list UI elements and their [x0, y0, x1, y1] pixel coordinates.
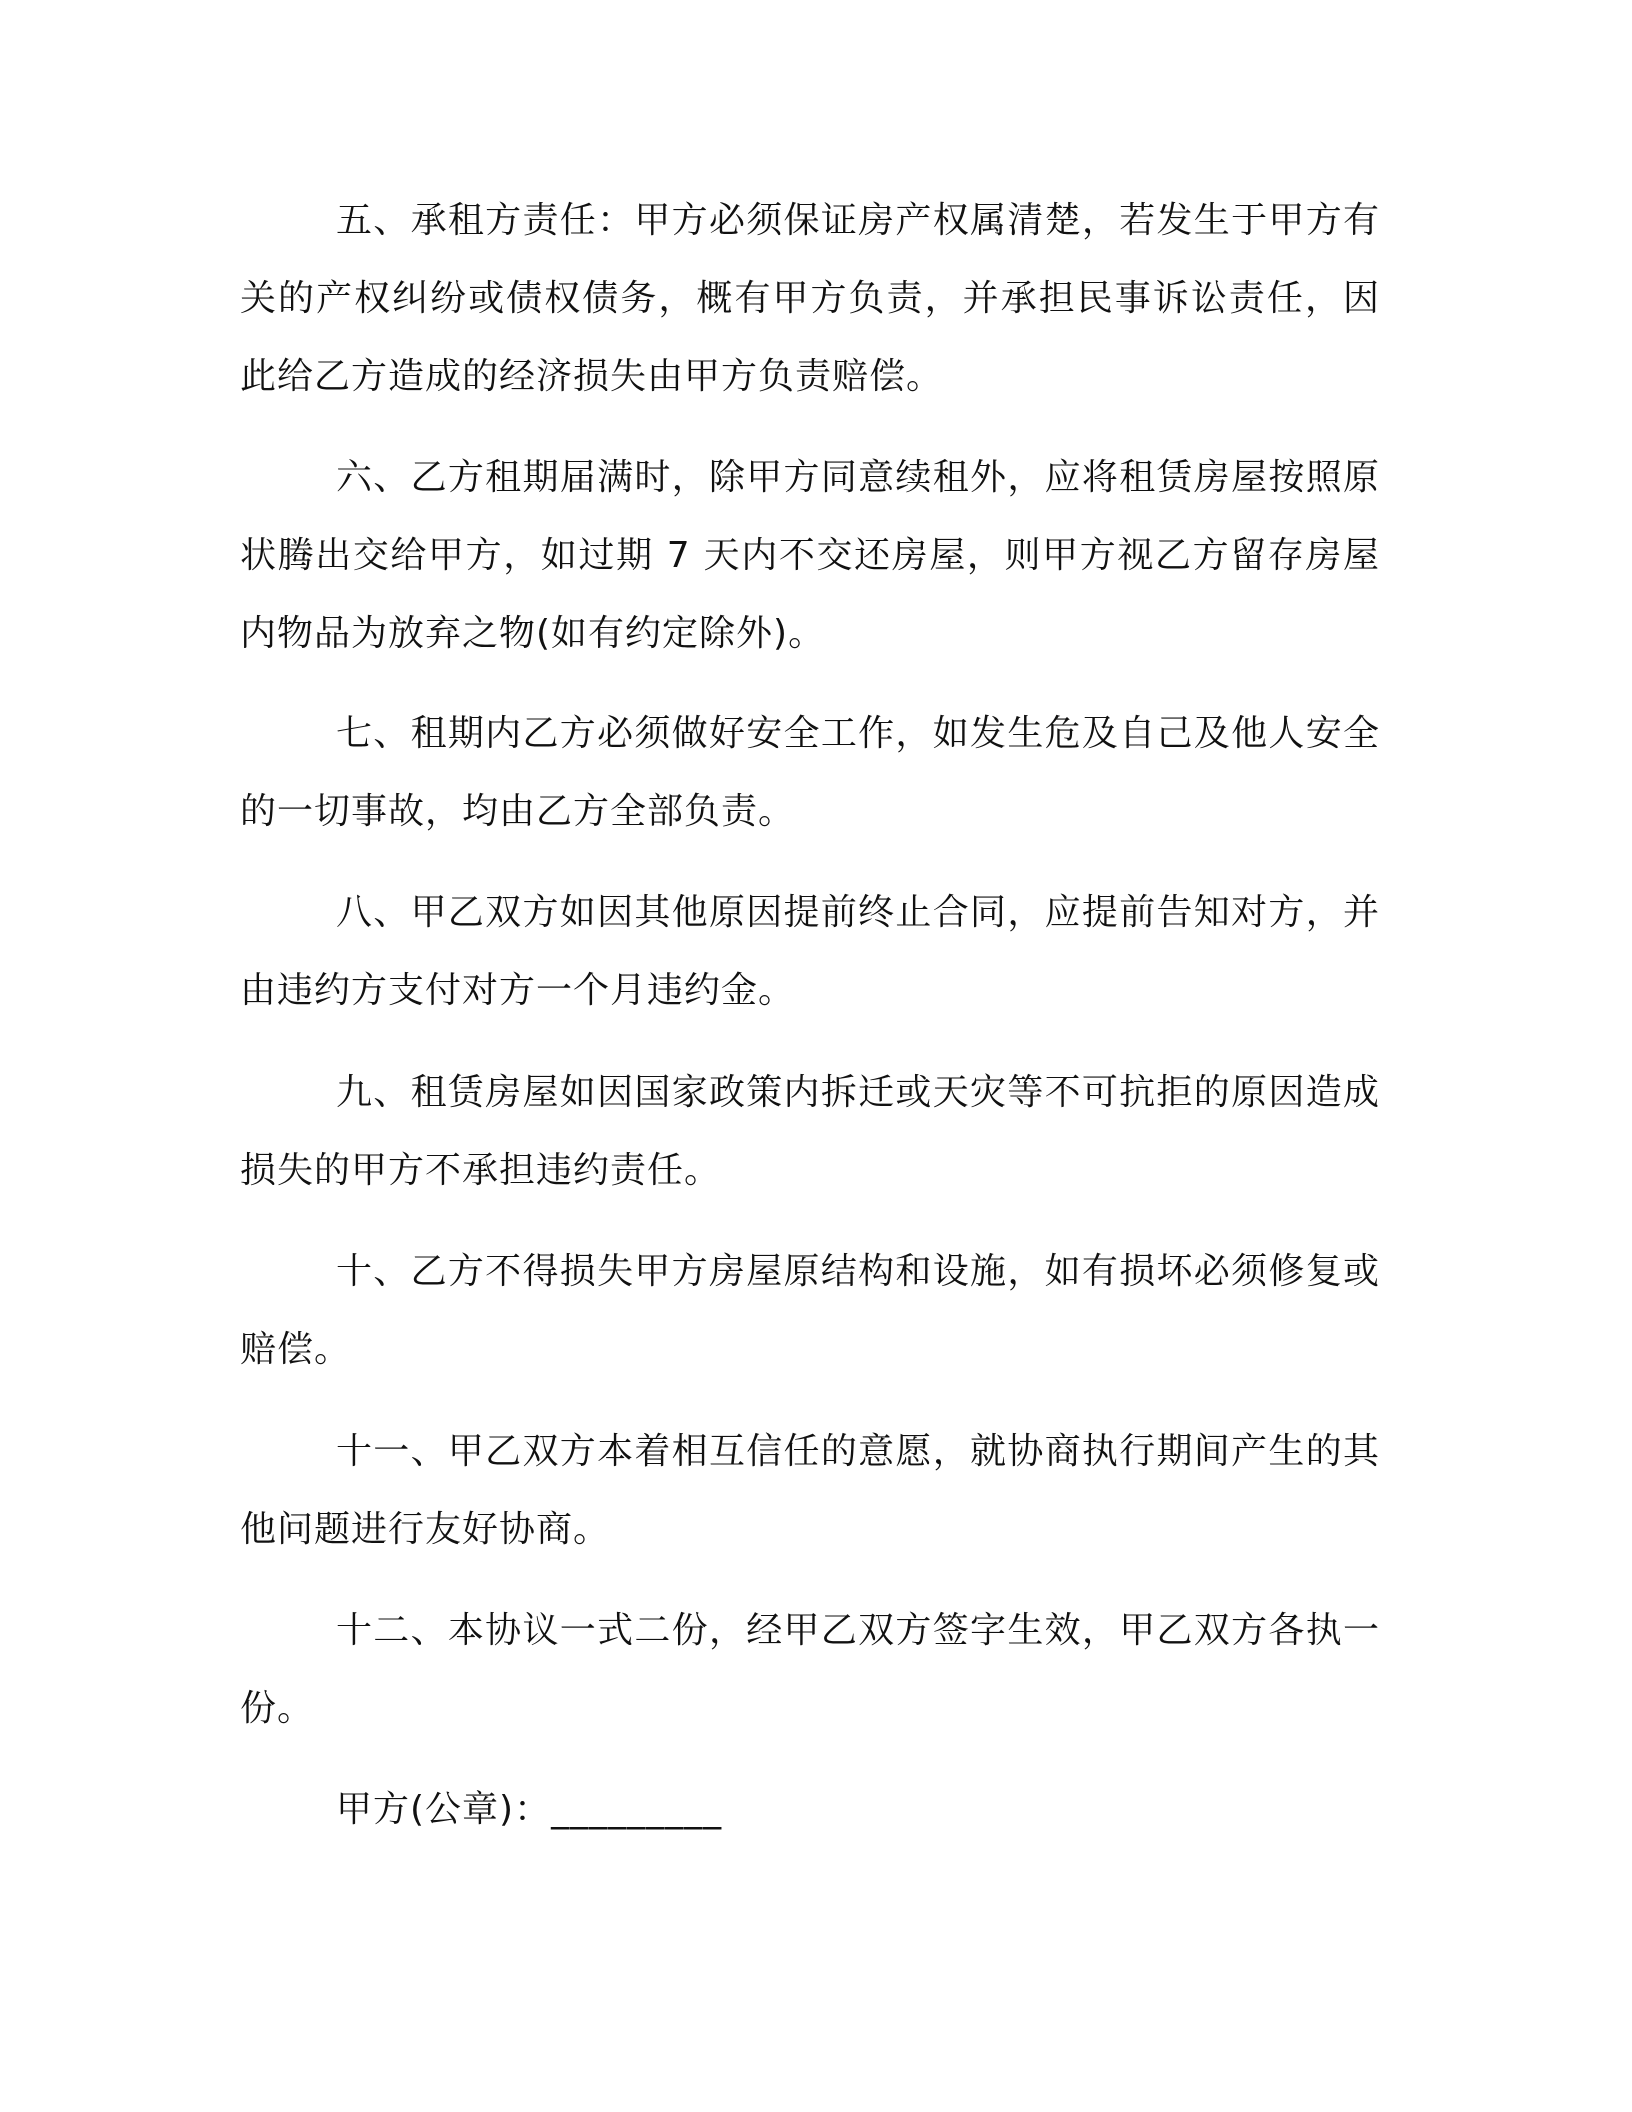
- clause-11-negotiation: 十一、甲乙双方本着相互信任的意愿，就协商执行期间产生的其他问题进行友好协商。: [240, 1431, 1380, 1550]
- clause-6-lease-expiry: 六、乙方租期届满时，除甲方同意续租外，应将租赁房屋按照原状腾出交给甲方，如过期 7 天内不交还房屋，则甲方视乙方留存房屋内物品为放弃之物(如有约定除外)。: [240, 457, 1380, 654]
- clause-9-force-majeure: 九、租赁房屋如因国家政策内拆迁或天灾等不可抗拒的原因造成损失的甲方不承担违约责任。: [240, 1072, 1380, 1191]
- clause-8-early-termination: 八、甲乙双方如因其他原因提前终止合同，应提前告知对方，并由违约方支付对方一个月违约金。: [240, 892, 1380, 1011]
- party-a-signature-line: 甲方(公章)：_________: [336, 1789, 723, 1830]
- clause-10-structure-damage: 十、乙方不得损失甲方房屋原结构和设施，如有损坏必须修复或赔偿。: [240, 1251, 1380, 1370]
- clause-12-copies: 十二、本协议一式二份，经甲乙双方签字生效，甲乙双方各执一份。: [240, 1610, 1380, 1729]
- clause-7-safety: 七、租期内乙方必须做好安全工作，如发生危及自己及他人安全的一切事故，均由乙方全部负责。: [240, 713, 1380, 832]
- clause-5-tenant-responsibility: 五、承租方责任：甲方必须保证房产权属清楚，若发生于甲方有关的产权纠纷或债权债务，概有甲方负责，并承担民事诉讼责任，因此给乙方造成的经济损失由甲方负责赔偿。: [240, 200, 1380, 397]
